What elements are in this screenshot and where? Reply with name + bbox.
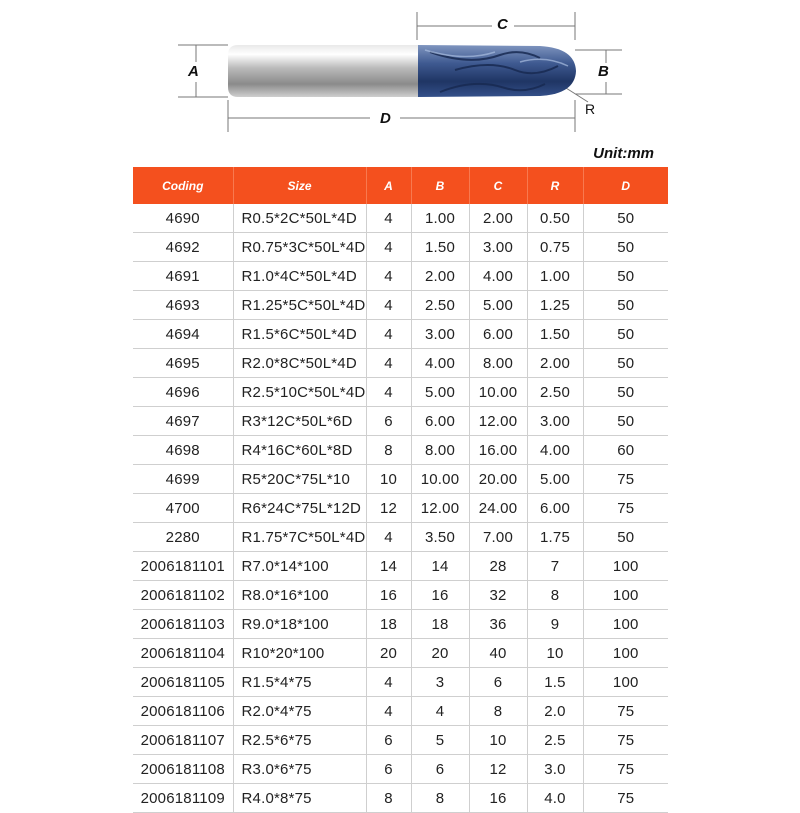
cell-r: 2.0 <box>527 697 583 726</box>
cell-coding: 4692 <box>133 233 233 262</box>
cell-coding: 2280 <box>133 523 233 552</box>
table-row <box>133 552 668 581</box>
cell-b: 8 <box>411 784 469 813</box>
cell-r: 6.00 <box>527 494 583 523</box>
cell-r: 5.00 <box>527 465 583 494</box>
cell-c: 40 <box>469 639 527 668</box>
cell-coding: 4693 <box>133 291 233 320</box>
cell-c: 8 <box>469 697 527 726</box>
cell-d: 100 <box>583 610 668 639</box>
cell-coding: 4698 <box>133 436 233 465</box>
cell-c: 2.00 <box>469 204 527 233</box>
table-row <box>133 204 668 233</box>
cell-coding: 4695 <box>133 349 233 378</box>
cell-d: 50 <box>583 320 668 349</box>
cell-b: 5.00 <box>411 378 469 407</box>
cell-size: R0.5*2C*50L*4D <box>233 204 366 233</box>
cell-a: 4 <box>366 291 411 320</box>
cell-size: R1.75*7C*50L*4D <box>233 523 366 552</box>
cell-a: 12 <box>366 494 411 523</box>
dimension-label-b: B <box>598 63 609 80</box>
table-row <box>133 755 668 784</box>
cell-r: 3.00 <box>527 407 583 436</box>
cell-size: R7.0*14*100 <box>233 552 366 581</box>
cell-r: 1.25 <box>527 291 583 320</box>
table-row <box>133 349 668 378</box>
cell-a: 4 <box>366 697 411 726</box>
cell-b: 2.50 <box>411 291 469 320</box>
cell-c: 3.00 <box>469 233 527 262</box>
table-row <box>133 233 668 262</box>
table-row <box>133 494 668 523</box>
cell-b: 3.00 <box>411 320 469 349</box>
cell-d: 100 <box>583 668 668 697</box>
cell-c: 32 <box>469 581 527 610</box>
cell-size: R9.0*18*100 <box>233 610 366 639</box>
cell-r: 1.00 <box>527 262 583 291</box>
table-row <box>133 291 668 320</box>
table-row <box>133 639 668 668</box>
shank <box>228 45 418 97</box>
cell-r: 4.0 <box>527 784 583 813</box>
cell-size: R2.5*6*75 <box>233 726 366 755</box>
unit-label: Unit:mm <box>593 145 654 162</box>
cell-coding: 2006181106 <box>133 697 233 726</box>
cell-c: 20.00 <box>469 465 527 494</box>
end-mill-diagram <box>0 0 800 140</box>
cell-a: 4 <box>366 320 411 349</box>
cell-coding: 4691 <box>133 262 233 291</box>
cell-size: R1.5*4*75 <box>233 668 366 697</box>
header-coding: Coding <box>133 167 233 204</box>
cell-b: 1.50 <box>411 233 469 262</box>
cell-size: R1.25*5C*50L*4D <box>233 291 366 320</box>
cell-size: R8.0*16*100 <box>233 581 366 610</box>
cell-coding: 4690 <box>133 204 233 233</box>
cell-d: 50 <box>583 523 668 552</box>
cell-d: 50 <box>583 291 668 320</box>
cell-size: R1.0*4C*50L*4D <box>233 262 366 291</box>
cell-c: 8.00 <box>469 349 527 378</box>
cell-size: R3*12C*50L*6D <box>233 407 366 436</box>
cell-c: 12.00 <box>469 407 527 436</box>
cell-a: 4 <box>366 349 411 378</box>
table-row <box>133 523 668 552</box>
cell-size: R6*24C*75L*12D <box>233 494 366 523</box>
cell-b: 3 <box>411 668 469 697</box>
cell-r: 2.50 <box>527 378 583 407</box>
cell-r: 4.00 <box>527 436 583 465</box>
cell-size: R2.5*10C*50L*4D <box>233 378 366 407</box>
cell-r: 9 <box>527 610 583 639</box>
cell-d: 50 <box>583 349 668 378</box>
cell-d: 100 <box>583 552 668 581</box>
cell-b: 3.50 <box>411 523 469 552</box>
cell-d: 75 <box>583 465 668 494</box>
cell-c: 36 <box>469 610 527 639</box>
cell-coding: 2006181103 <box>133 610 233 639</box>
cell-d: 75 <box>583 697 668 726</box>
cell-b: 8.00 <box>411 436 469 465</box>
dimension-label-r: R <box>585 101 596 117</box>
cell-r: 1.75 <box>527 523 583 552</box>
cell-d: 75 <box>583 784 668 813</box>
cell-a: 18 <box>366 610 411 639</box>
cell-coding: 2006181107 <box>133 726 233 755</box>
table-row <box>133 610 668 639</box>
cell-size: R2.0*4*75 <box>233 697 366 726</box>
cell-a: 8 <box>366 436 411 465</box>
cell-r: 2.5 <box>527 726 583 755</box>
cell-d: 50 <box>583 262 668 291</box>
cell-size: R4.0*8*75 <box>233 784 366 813</box>
cell-b: 4 <box>411 697 469 726</box>
cell-a: 4 <box>366 262 411 291</box>
cell-a: 4 <box>366 523 411 552</box>
dimension-label-d: D <box>380 110 391 127</box>
cell-a: 6 <box>366 407 411 436</box>
table-row <box>133 436 668 465</box>
cell-r: 10 <box>527 639 583 668</box>
cell-r: 2.00 <box>527 349 583 378</box>
cell-r: 1.50 <box>527 320 583 349</box>
cell-a: 20 <box>366 639 411 668</box>
cell-c: 7.00 <box>469 523 527 552</box>
table-row <box>133 784 668 813</box>
cell-size: R5*20C*75L*10 <box>233 465 366 494</box>
cell-b: 10.00 <box>411 465 469 494</box>
cell-c: 16 <box>469 784 527 813</box>
cell-r: 1.5 <box>527 668 583 697</box>
cell-b: 16 <box>411 581 469 610</box>
cell-size: R0.75*3C*50L*4D <box>233 233 366 262</box>
cell-size: R3.0*6*75 <box>233 755 366 784</box>
header-c: C <box>469 167 527 204</box>
table-row <box>133 465 668 494</box>
cell-r: 3.0 <box>527 755 583 784</box>
table-row <box>133 407 668 436</box>
cell-a: 16 <box>366 581 411 610</box>
cell-coding: 4697 <box>133 407 233 436</box>
cell-c: 16.00 <box>469 436 527 465</box>
cell-b: 18 <box>411 610 469 639</box>
cell-b: 1.00 <box>411 204 469 233</box>
cell-r: 0.50 <box>527 204 583 233</box>
cell-size: R4*16C*60L*8D <box>233 436 366 465</box>
cell-d: 100 <box>583 639 668 668</box>
header-b: B <box>411 167 469 204</box>
cell-d: 75 <box>583 726 668 755</box>
cell-coding: 2006181109 <box>133 784 233 813</box>
cell-a: 4 <box>366 204 411 233</box>
table-row <box>133 581 668 610</box>
cell-c: 10 <box>469 726 527 755</box>
cell-coding: 2006181108 <box>133 755 233 784</box>
cell-c: 4.00 <box>469 262 527 291</box>
cell-d: 50 <box>583 233 668 262</box>
table-row <box>133 378 668 407</box>
cell-size: R1.5*6C*50L*4D <box>233 320 366 349</box>
cell-a: 4 <box>366 668 411 697</box>
table-row <box>133 697 668 726</box>
header-d: D <box>583 167 668 204</box>
cell-coding: 2006181102 <box>133 581 233 610</box>
cell-a: 10 <box>366 465 411 494</box>
cell-c: 6.00 <box>469 320 527 349</box>
cell-r: 8 <box>527 581 583 610</box>
cell-c: 6 <box>469 668 527 697</box>
cell-a: 6 <box>366 726 411 755</box>
cell-a: 4 <box>366 233 411 262</box>
cell-c: 28 <box>469 552 527 581</box>
cell-a: 14 <box>366 552 411 581</box>
table-row <box>133 320 668 349</box>
dimension-label-c: C <box>497 16 508 33</box>
cell-b: 12.00 <box>411 494 469 523</box>
cell-b: 14 <box>411 552 469 581</box>
cell-r: 7 <box>527 552 583 581</box>
cell-d: 75 <box>583 494 668 523</box>
cell-coding: 2006181105 <box>133 668 233 697</box>
cell-b: 6 <box>411 755 469 784</box>
cell-d: 50 <box>583 378 668 407</box>
cell-coding: 2006181104 <box>133 639 233 668</box>
cell-c: 24.00 <box>469 494 527 523</box>
dimension-label-a: A <box>188 63 199 80</box>
cell-d: 60 <box>583 436 668 465</box>
cell-coding: 4699 <box>133 465 233 494</box>
cell-coding: 2006181101 <box>133 552 233 581</box>
spec-table <box>133 167 668 813</box>
cell-c: 12 <box>469 755 527 784</box>
cell-b: 2.00 <box>411 262 469 291</box>
cell-d: 50 <box>583 204 668 233</box>
cell-coding: 4700 <box>133 494 233 523</box>
table-header-row <box>133 167 668 204</box>
cell-d: 50 <box>583 407 668 436</box>
cell-a: 6 <box>366 755 411 784</box>
cell-c: 10.00 <box>469 378 527 407</box>
cutting-head <box>418 45 576 97</box>
cell-b: 6.00 <box>411 407 469 436</box>
cell-coding: 4694 <box>133 320 233 349</box>
cell-size: R10*20*100 <box>233 639 366 668</box>
cell-a: 4 <box>366 378 411 407</box>
cell-b: 4.00 <box>411 349 469 378</box>
cell-d: 75 <box>583 755 668 784</box>
cell-a: 8 <box>366 784 411 813</box>
cell-b: 20 <box>411 639 469 668</box>
header-size: Size <box>233 167 366 204</box>
cell-b: 5 <box>411 726 469 755</box>
table-row <box>133 668 668 697</box>
cell-coding: 4696 <box>133 378 233 407</box>
table-row <box>133 726 668 755</box>
header-a: A <box>366 167 411 204</box>
cell-size: R2.0*8C*50L*4D <box>233 349 366 378</box>
cell-d: 100 <box>583 581 668 610</box>
cell-r: 0.75 <box>527 233 583 262</box>
table-row <box>133 262 668 291</box>
cell-c: 5.00 <box>469 291 527 320</box>
header-r: R <box>527 167 583 204</box>
